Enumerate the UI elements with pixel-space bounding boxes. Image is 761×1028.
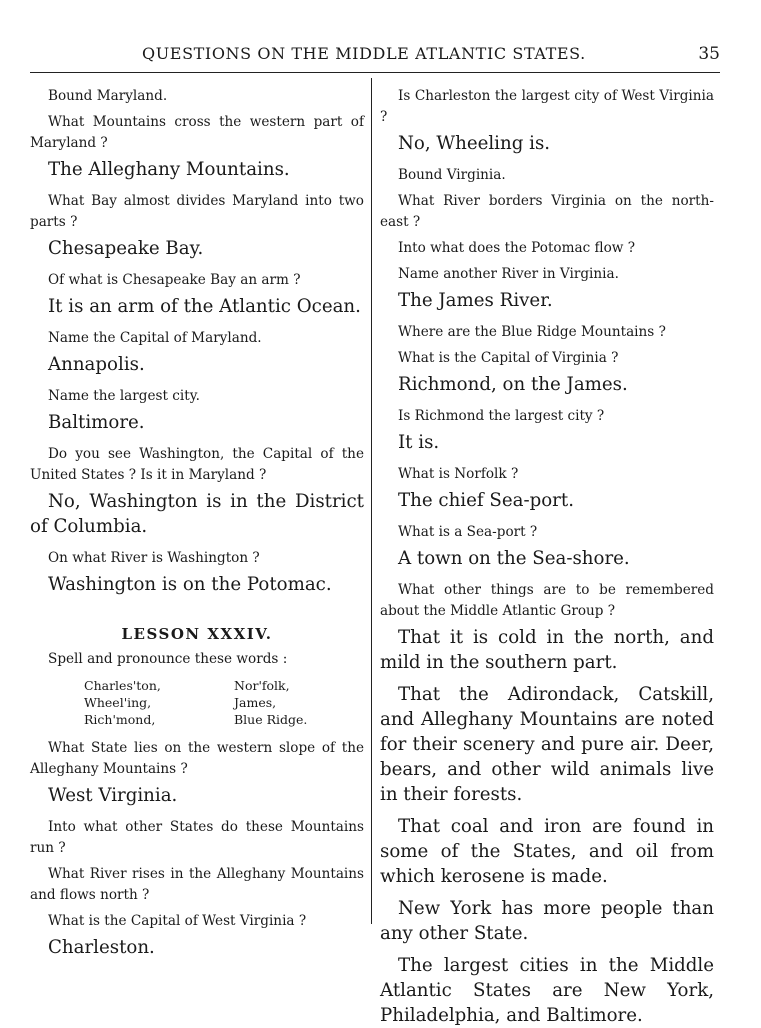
- answer-paragraph: That the Adirondack, Catskill, and Alleghany Mountains are noted for their scenery and pure air. Deer, bears, and other wild animals live in their forests.: [380, 684, 714, 805]
- answer: Annapolis.: [48, 354, 145, 375]
- answer: No, Wheeling is.: [398, 133, 551, 154]
- question: Is Richmond the largest city ?: [398, 408, 605, 424]
- answer: Richmond, on the James.: [398, 374, 628, 395]
- word-item: Rich'mond,: [84, 712, 156, 727]
- question: Where are the Blue Ridge Mountains ?: [398, 324, 666, 340]
- answer: Charleston.: [48, 937, 155, 958]
- page-number: 35: [698, 44, 720, 64]
- question: Do you see Washington, the Capital of the United States ? Is it in Maryland ?: [30, 446, 364, 483]
- question: Name another River in Virginia.: [398, 266, 619, 282]
- header-rule: [30, 72, 720, 73]
- answer: The Alleghany Mountains.: [48, 159, 290, 180]
- question: Name the largest city.: [48, 388, 200, 404]
- question: Bound Virginia.: [398, 167, 506, 183]
- word-item: Charles'ton,: [84, 678, 161, 693]
- answer-paragraph: That coal and iron are found in some of the States, and oil from which kerosene is made.: [380, 816, 714, 887]
- question: Name the Capital of Maryland.: [48, 330, 262, 346]
- question: What River rises in the Alleghany Mountains and flows north ?: [30, 866, 364, 903]
- question: What Mountains cross the western part of Maryland ?: [30, 114, 364, 151]
- question: What State lies on the western slope of the Alleghany Mountains ?: [30, 740, 364, 777]
- question: Into what other States do these Mountains run ?: [30, 819, 364, 856]
- column-divider: [371, 78, 372, 924]
- running-title: QUESTIONS ON THE MIDDLE ATLANTIC STATES.: [142, 44, 586, 63]
- page-header: [30, 44, 720, 68]
- lesson-heading: LESSON XXXIV.: [121, 625, 273, 643]
- question: On what River is Washington ?: [48, 550, 260, 566]
- word-item: Wheel'ing,: [84, 695, 152, 710]
- answer: The James River.: [398, 290, 553, 311]
- question: Bound Maryland.: [48, 88, 168, 104]
- answer: Baltimore.: [48, 412, 145, 433]
- question: Is Charleston the largest city of West Virginia ?: [380, 88, 714, 125]
- answer: A town on the Sea-shore.: [398, 548, 630, 569]
- answer: No, Washington is in the District of Columbia.: [30, 491, 364, 537]
- question: What other things are to be remembered about the Middle Atlantic Group ?: [380, 582, 714, 619]
- right-column: [380, 86, 714, 1028]
- word-item: Nor'folk,: [234, 678, 290, 693]
- question: What is the Capital of West Virginia ?: [48, 913, 307, 929]
- word-list: [84, 677, 364, 728]
- word-item: Blue Ridge.: [234, 712, 308, 727]
- answer: Washington is on the Potomac.: [48, 574, 332, 595]
- answer: West Virginia.: [48, 785, 178, 806]
- answer: The chief Sea-port.: [398, 490, 574, 511]
- question: What is Norfolk ?: [398, 466, 519, 482]
- answer-paragraph: The largest cities in the Middle Atlantic States are New York, Philadelphia, and Baltimore.: [380, 955, 714, 1026]
- spell-instruction: Spell and pronounce these words :: [48, 651, 288, 667]
- question: Of what is Chesapeake Bay an arm ?: [48, 272, 301, 288]
- answer: It is an arm of the Atlantic Ocean.: [48, 296, 361, 317]
- question: What River borders Virginia on the north-east ?: [380, 193, 714, 230]
- answer: It is.: [398, 432, 440, 453]
- word-item: James,: [234, 695, 277, 710]
- question: What is a Sea-port ?: [398, 524, 538, 540]
- answer-paragraph: That it is cold in the north, and mild in the southern part.: [380, 627, 714, 673]
- question: What is the Capital of Virginia ?: [398, 350, 619, 366]
- left-column: [30, 86, 364, 960]
- question: What Bay almost divides Maryland into two parts ?: [30, 193, 364, 230]
- answer-paragraph: New York has more people than any other State.: [380, 898, 714, 944]
- answer: Chesapeake Bay.: [48, 238, 204, 259]
- question: Into what does the Potomac flow ?: [398, 240, 636, 256]
